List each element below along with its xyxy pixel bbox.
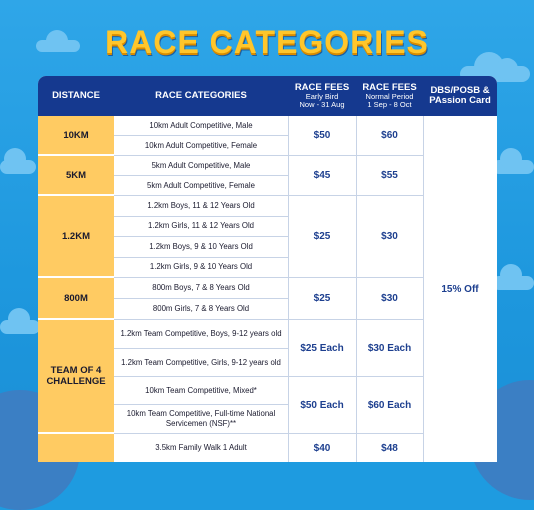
header-categories-label: RACE CATEGORIES (155, 90, 247, 101)
category-row: 1.2km Girls, 11 & 12 Years Old (114, 217, 288, 238)
fee-normal-period: $48 (381, 442, 398, 454)
header-dbs (423, 76, 497, 116)
fee-early-bird: $25 Each (288, 320, 356, 377)
column-divider (356, 116, 357, 462)
cloud-decoration (0, 320, 40, 334)
distance-10km: 10KM (38, 116, 114, 156)
category-row: 800m Boys, 7 & 8 Years Old (114, 278, 288, 299)
header-early-sub1: Early Bird (305, 91, 339, 101)
header-early-sub2: Now - 31 Aug (299, 100, 345, 109)
header-early-title: RACE FEES (294, 81, 350, 93)
header-normal-title: RACE FEES (362, 81, 417, 93)
header-distance-label: DISTANCE (52, 90, 100, 101)
header-categories (114, 76, 288, 116)
header-dbs-line1: DBS/POSB & (430, 85, 490, 96)
header-dbs-line2: PAssion Card (429, 95, 491, 106)
category-row: 10km Adult Competitive, Female (114, 136, 288, 156)
distance-family-walk (38, 434, 114, 462)
fee-early-bird: $50 (288, 116, 356, 156)
fee-early-bird: $40 (313, 442, 331, 454)
fee-normal-period: $60 Each (356, 377, 423, 434)
fee-early-bird: $25 (288, 196, 356, 278)
category-row: 1.2km Girls, 9 & 10 Years Old (114, 258, 288, 279)
category-row: 5km Adult Competitive, Male (114, 156, 288, 176)
cloud-decoration (0, 160, 36, 174)
dbs-discount: 15% Off (441, 283, 479, 295)
fee-normal-period: $30 (356, 196, 423, 278)
header-normal-period (356, 76, 423, 116)
header-early-bird (288, 76, 356, 116)
category-row: 1.2km Boys, 11 & 12 Years Old (114, 196, 288, 217)
distance-1-2km: 1.2KM (38, 196, 114, 278)
category-row: 1.2km Boys, 9 & 10 Years Old (114, 237, 288, 258)
page-title: RACE CATEGORIES (105, 24, 429, 60)
category-row: 10km Team Competitive, Full-time National Servicemen (NSF)** (114, 405, 288, 434)
fee-early-bird: $45 (288, 156, 356, 196)
cloud-decoration (492, 160, 534, 174)
distance-800m: 800M (38, 278, 114, 320)
fee-early-bird: $50 Each (288, 377, 356, 434)
distance-team-of-4: TEAM OF 4 CHALLENGE (38, 320, 114, 434)
fee-normal-period: $55 (356, 156, 423, 196)
fee-normal-period: $30 (356, 278, 423, 320)
header-normal-sub2: 1 Sep - 8 Oct (367, 100, 412, 109)
category-row: 3.5km Family Walk 1 Adult (155, 443, 247, 452)
distance-5km: 5KM (38, 156, 114, 196)
category-row: 10km Team Competitive, Mixed* (114, 377, 288, 405)
category-row: 10km Adult Competitive, Male (114, 116, 288, 136)
fee-normal-period: $60 (356, 116, 423, 156)
fee-early-bird: $25 (288, 278, 356, 320)
race-categories-table (38, 76, 497, 462)
category-row: 1.2km Team Competitive, Girls, 9-12 years old (114, 349, 288, 377)
column-divider (288, 116, 289, 462)
category-row: 1.2km Team Competitive, Boys, 9-12 years old (114, 320, 288, 349)
header-distance (38, 76, 114, 116)
category-row: 5km Adult Competitive, Female (114, 176, 288, 196)
header-normal-sub1: Normal Period (365, 91, 414, 101)
fee-normal-period: $30 Each (356, 320, 423, 377)
cloud-decoration (492, 276, 534, 290)
category-row: 800m Girls, 7 & 8 Years Old (114, 299, 288, 320)
